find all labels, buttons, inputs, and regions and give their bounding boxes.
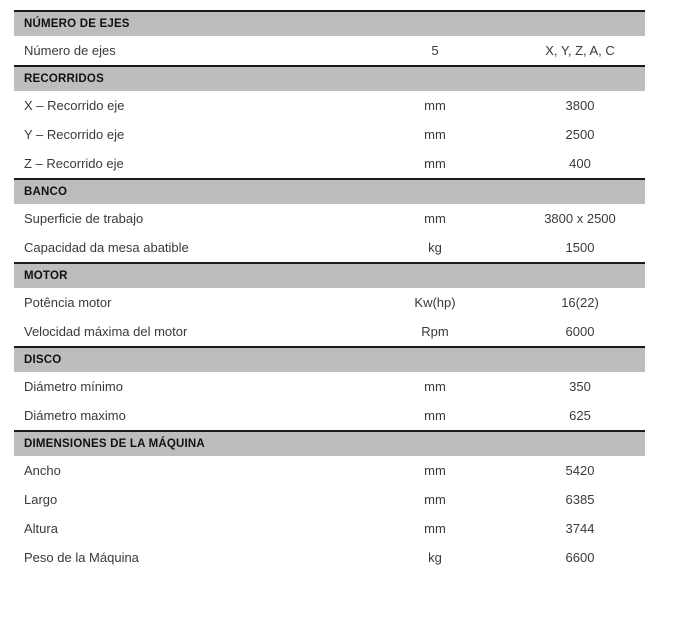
section-header bbox=[14, 262, 645, 288]
section-rows bbox=[14, 36, 645, 65]
spec-value: 2500 bbox=[565, 127, 595, 142]
spec-label: Capacidad da mesa abatible bbox=[24, 240, 189, 255]
section-header bbox=[14, 65, 645, 91]
spec-label: Altura bbox=[24, 521, 58, 536]
spec-value: 350 bbox=[569, 379, 591, 394]
spec-label: Ancho bbox=[24, 463, 61, 478]
spec-value: X, Y, Z, A, C bbox=[545, 43, 615, 58]
spec-unit: mm bbox=[424, 408, 446, 423]
spec-unit: mm bbox=[424, 379, 446, 394]
section-rows bbox=[14, 204, 645, 262]
section-rows bbox=[14, 372, 645, 430]
spec-section bbox=[14, 10, 645, 65]
machine-spec-table bbox=[14, 10, 645, 572]
section-title: BANCO bbox=[24, 186, 68, 198]
spec-unit: Rpm bbox=[421, 324, 449, 339]
spec-section bbox=[14, 430, 645, 572]
spec-section bbox=[14, 346, 645, 430]
section-title: DIMENSIONES DE LA MÁQUINA bbox=[24, 438, 205, 450]
spec-value: 5420 bbox=[565, 463, 595, 478]
table-row bbox=[14, 514, 645, 543]
table-row bbox=[14, 233, 645, 262]
table-row bbox=[14, 456, 645, 485]
spec-label: Potência motor bbox=[24, 295, 112, 310]
spec-unit: kg bbox=[428, 240, 442, 255]
spec-section bbox=[14, 65, 645, 178]
table-row bbox=[14, 120, 645, 149]
table-row bbox=[14, 401, 645, 430]
table-row bbox=[14, 372, 645, 401]
spec-unit: mm bbox=[424, 492, 446, 507]
spec-section bbox=[14, 178, 645, 262]
spec-unit: mm bbox=[424, 211, 446, 226]
table-row bbox=[14, 91, 645, 120]
spec-unit: mm bbox=[424, 127, 446, 142]
table-row bbox=[14, 204, 645, 233]
spec-unit: Kw(hp) bbox=[414, 295, 456, 310]
section-title: DISCO bbox=[24, 354, 62, 366]
spec-unit: 5 bbox=[431, 43, 439, 58]
table-row bbox=[14, 149, 645, 178]
spec-label: Diámetro mínimo bbox=[24, 379, 123, 394]
spec-unit: mm bbox=[424, 521, 446, 536]
table-row bbox=[14, 317, 645, 346]
spec-value: 6000 bbox=[565, 324, 595, 339]
spec-label: Número de ejes bbox=[24, 43, 116, 58]
spec-unit: mm bbox=[424, 156, 446, 171]
spec-section bbox=[14, 262, 645, 346]
table-row bbox=[14, 485, 645, 514]
spec-value: 400 bbox=[569, 156, 591, 171]
spec-value: 1500 bbox=[565, 240, 595, 255]
spec-unit: mm bbox=[424, 463, 446, 478]
spec-value: 6385 bbox=[565, 492, 595, 507]
spec-unit: mm bbox=[424, 98, 446, 113]
section-header bbox=[14, 178, 645, 204]
spec-unit: kg bbox=[428, 550, 442, 565]
spec-value: 3744 bbox=[565, 521, 595, 536]
spec-label: Z – Recorrido eje bbox=[24, 156, 124, 171]
section-title: MOTOR bbox=[24, 270, 68, 282]
spec-label: X – Recorrido eje bbox=[24, 98, 125, 113]
spec-label: Velocidad máxima del motor bbox=[24, 324, 188, 339]
spec-value: 3800 bbox=[565, 98, 595, 113]
section-rows bbox=[14, 456, 645, 572]
spec-value: 3800 x 2500 bbox=[544, 211, 616, 226]
section-title: RECORRIDOS bbox=[24, 73, 104, 85]
spec-label: Diámetro maximo bbox=[24, 408, 126, 423]
section-title: NÚMERO DE EJES bbox=[24, 18, 130, 30]
spec-value: 6600 bbox=[565, 550, 595, 565]
section-rows bbox=[14, 288, 645, 346]
section-header bbox=[14, 346, 645, 372]
table-row bbox=[14, 36, 645, 65]
section-header bbox=[14, 430, 645, 456]
spec-label: Largo bbox=[24, 492, 58, 507]
spec-value: 625 bbox=[569, 408, 591, 423]
section-rows bbox=[14, 91, 645, 178]
spec-label: Y – Recorrido eje bbox=[24, 127, 125, 142]
table-row bbox=[14, 543, 645, 572]
spec-label: Superficie de trabajo bbox=[24, 211, 144, 226]
spec-value: 16(22) bbox=[561, 295, 599, 310]
table-row bbox=[14, 288, 645, 317]
section-header bbox=[14, 10, 645, 36]
spec-label: Peso de la Máquina bbox=[24, 550, 139, 565]
